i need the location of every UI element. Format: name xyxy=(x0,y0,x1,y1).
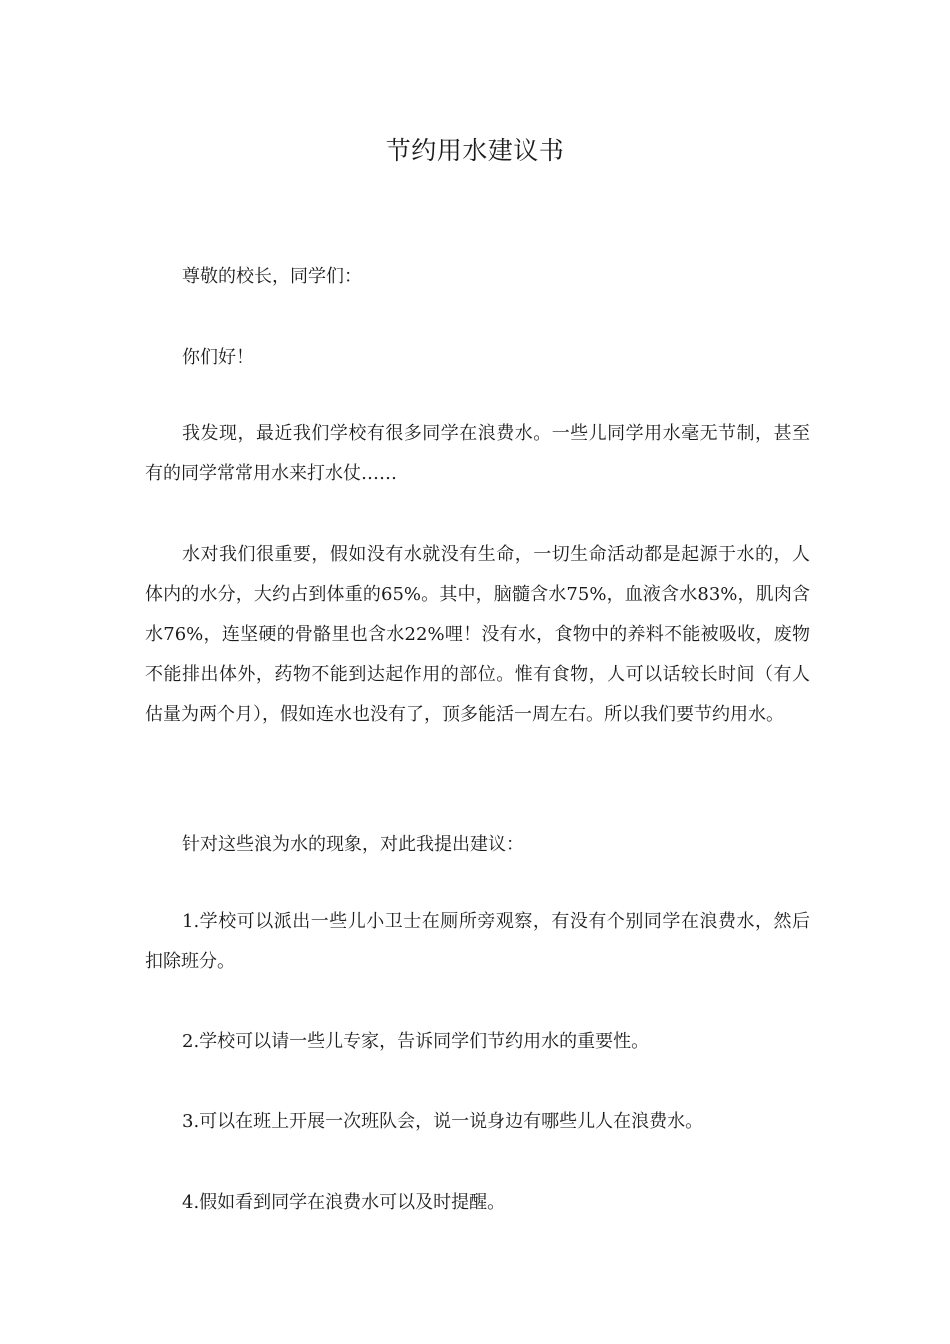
suggestion-item: 1.学校可以派出一些儿小卫士在厕所旁观察，有没有个别同学在浪费水，然后扣除班分。 xyxy=(145,911,810,972)
paragraph-suggestion-intro: 针对这些浪为水的现象，对此我提出建议： xyxy=(182,834,524,855)
suggestion-item: 3.可以在班上开展一次班队会，说一说身边有哪些儿人在浪费水。 xyxy=(182,1111,704,1132)
paragraph-importance: 水对我们很重要，假如没有水就没有生命，一切生命活动都是起源于水的，人体内的水分，大约占到体重的65%。其中，脑髓含水75%，血液含水83%，肌肉含水76%，连坚硬的骨骼里也含水22%哩！没有水，食物中的养料不能被吸收，废物不能排出体外，药物不能到达起作用的部位。惟有食物，人可以话较长时间（有人估量为两个月），假如连水也没有了，顶多能活一周左右。所以我们要节约用水。 xyxy=(145,544,810,725)
suggestion-item: 4.假如看到同学在浪费水可以及时提醒。 xyxy=(182,1192,506,1213)
document-title: 节约用水建议书 xyxy=(385,136,565,165)
paragraph-observation: 我发现，最近我们学校有很多同学在浪费水。一些儿同学用水毫无节制，甚至有的同学常常用水来打水仗…… xyxy=(145,423,810,484)
salutation: 尊敬的校长，同学们： xyxy=(182,266,362,287)
suggestion-item: 2.学校可以请一些儿专家，告诉同学们节约用水的重要性。 xyxy=(182,1031,650,1052)
greeting: 你们好！ xyxy=(182,347,254,368)
